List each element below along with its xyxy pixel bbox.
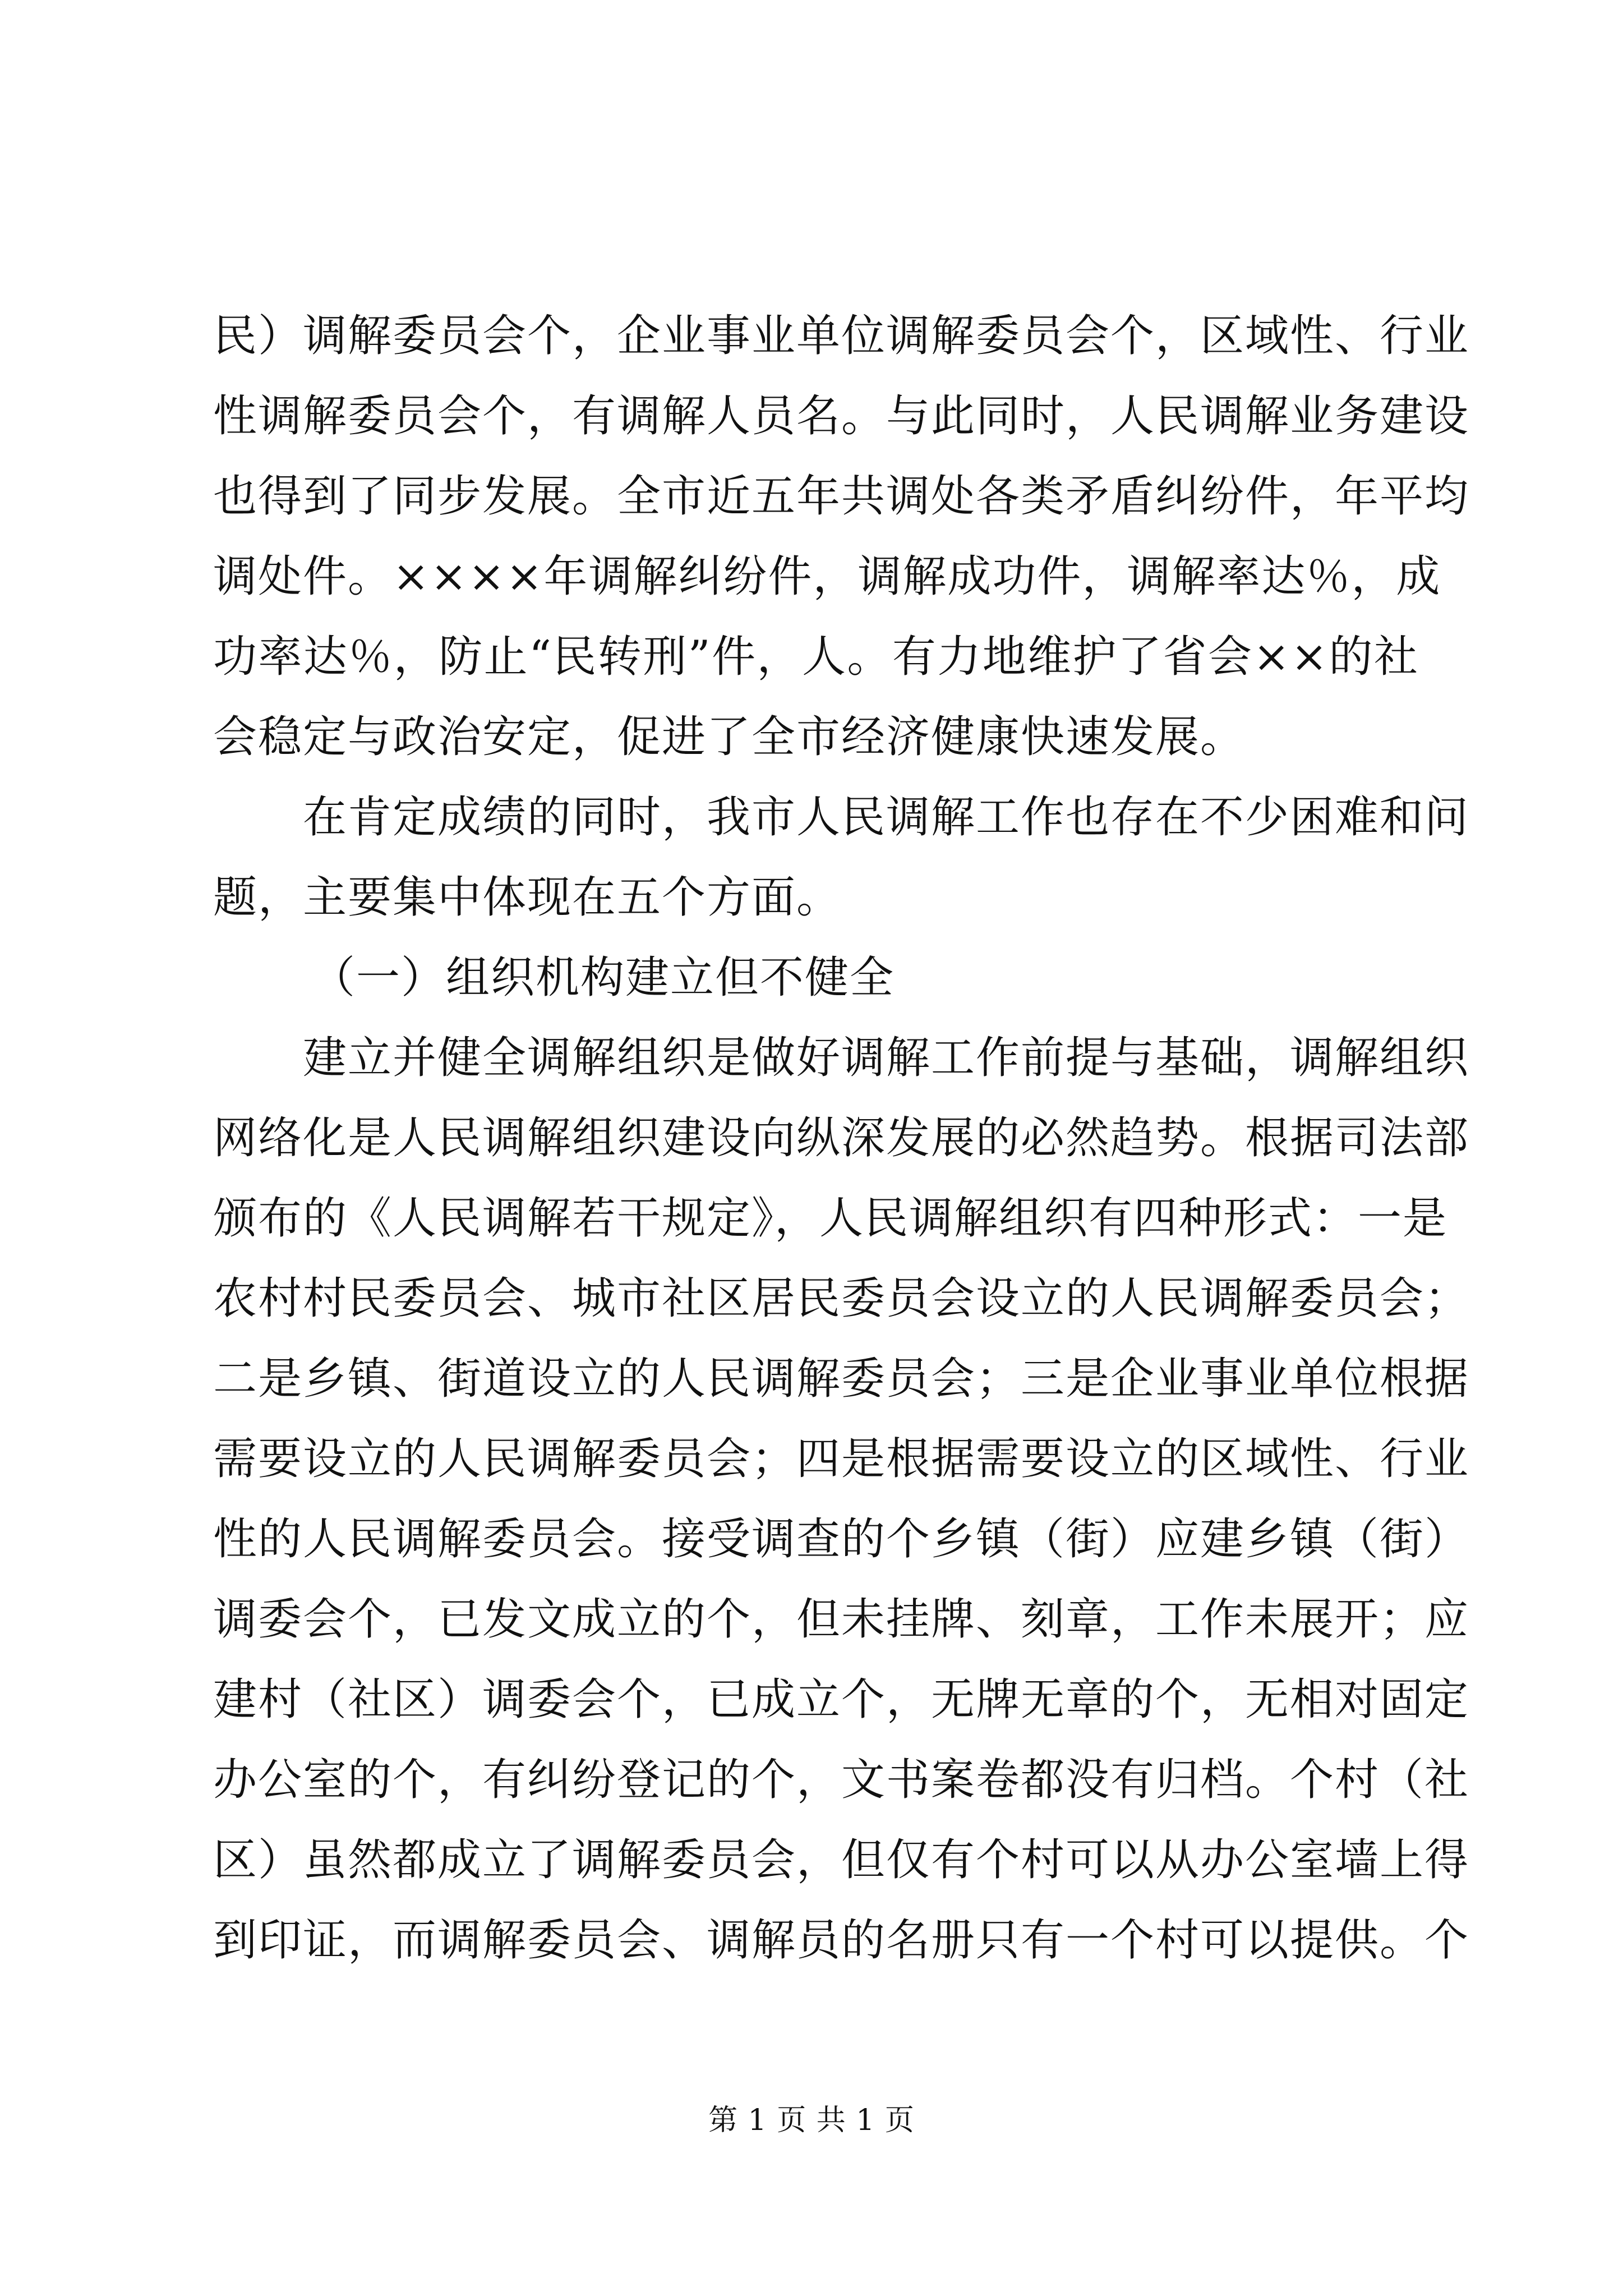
text-line: 调处件。××××年调解纠纷件，调解成功件，调解率达％，成 <box>213 551 1441 602</box>
heading-line: （一）组织机构建立但不健全 <box>311 953 895 1003</box>
text-line: 会稳定与政治安定，促进了全市经济健康快速发展。 <box>213 712 1246 762</box>
text-line: 民）调解委员会个，企业事业单位调解委员会个，区域性、行业 <box>213 311 1470 361</box>
text-line: 网络化是人民调解组织建设向纵深发展的必然趋势。根据司法部 <box>213 1113 1470 1163</box>
text-line: 题，主要集中体现在五个方面。 <box>213 872 842 923</box>
text-line: 办公室的个，有纠纷登记的个，文书案卷都没有归档。个村（社 <box>213 1755 1470 1805</box>
document-body <box>213 296 1470 1981</box>
page-footer: 第 1 页 共 1 页 <box>708 2104 915 2137</box>
text-line: 也得到了同步发展。全市近五年共调处各类矛盾纠纷件，年平均 <box>213 471 1470 522</box>
text-line: 需要设立的人民调解委员会；四是根据需要设立的区域性、行业 <box>213 1434 1470 1484</box>
text-line: 在肯定成绩的同时，我市人民调解工作也存在不少困难和问 <box>303 792 1470 843</box>
text-line: 农村村民委员会、城市社区居民委员会设立的人民调解委员会； <box>213 1273 1470 1324</box>
paragraph-problems-intro <box>213 777 1470 938</box>
text-line: 性的人民调解委员会。接受调查的个乡镇（街）应建乡镇（街） <box>213 1514 1470 1565</box>
text-line: 颁布的《人民调解若干规定》，人民调解组织有四种形式：一是 <box>213 1193 1448 1244</box>
paragraph-organization <box>213 1018 1470 1981</box>
text-line: 建村（社区）调委会个，已成立个，无牌无章的个，无相对固定 <box>213 1674 1470 1725</box>
text-line: 建立并健全调解组织是做好调解工作前提与基础，调解组织 <box>303 1033 1470 1083</box>
text-line: 到印证，而调解委员会、调解员的名册只有一个村可以提供。个 <box>213 1915 1470 1966</box>
text-line: 区）虽然都成立了调解委员会，但仅有个村可以从办公室墙上得 <box>213 1835 1470 1885</box>
text-line: 功率达％，防止“民转刑”件，人。有力地维护了省会××的社 <box>213 632 1419 682</box>
text-line: 性调解委员会个，有调解人员名。与此同时，人民调解业务建设 <box>213 391 1470 441</box>
paragraph-achievements <box>213 296 1470 777</box>
text-line: 二是乡镇、街道设立的人民调解委员会；三是企业事业单位根据 <box>213 1354 1470 1404</box>
text-line: 调委会个，已发文成立的个，但未挂牌、刻章，工作未展开；应 <box>213 1594 1470 1645</box>
section-heading <box>213 938 1419 1018</box>
